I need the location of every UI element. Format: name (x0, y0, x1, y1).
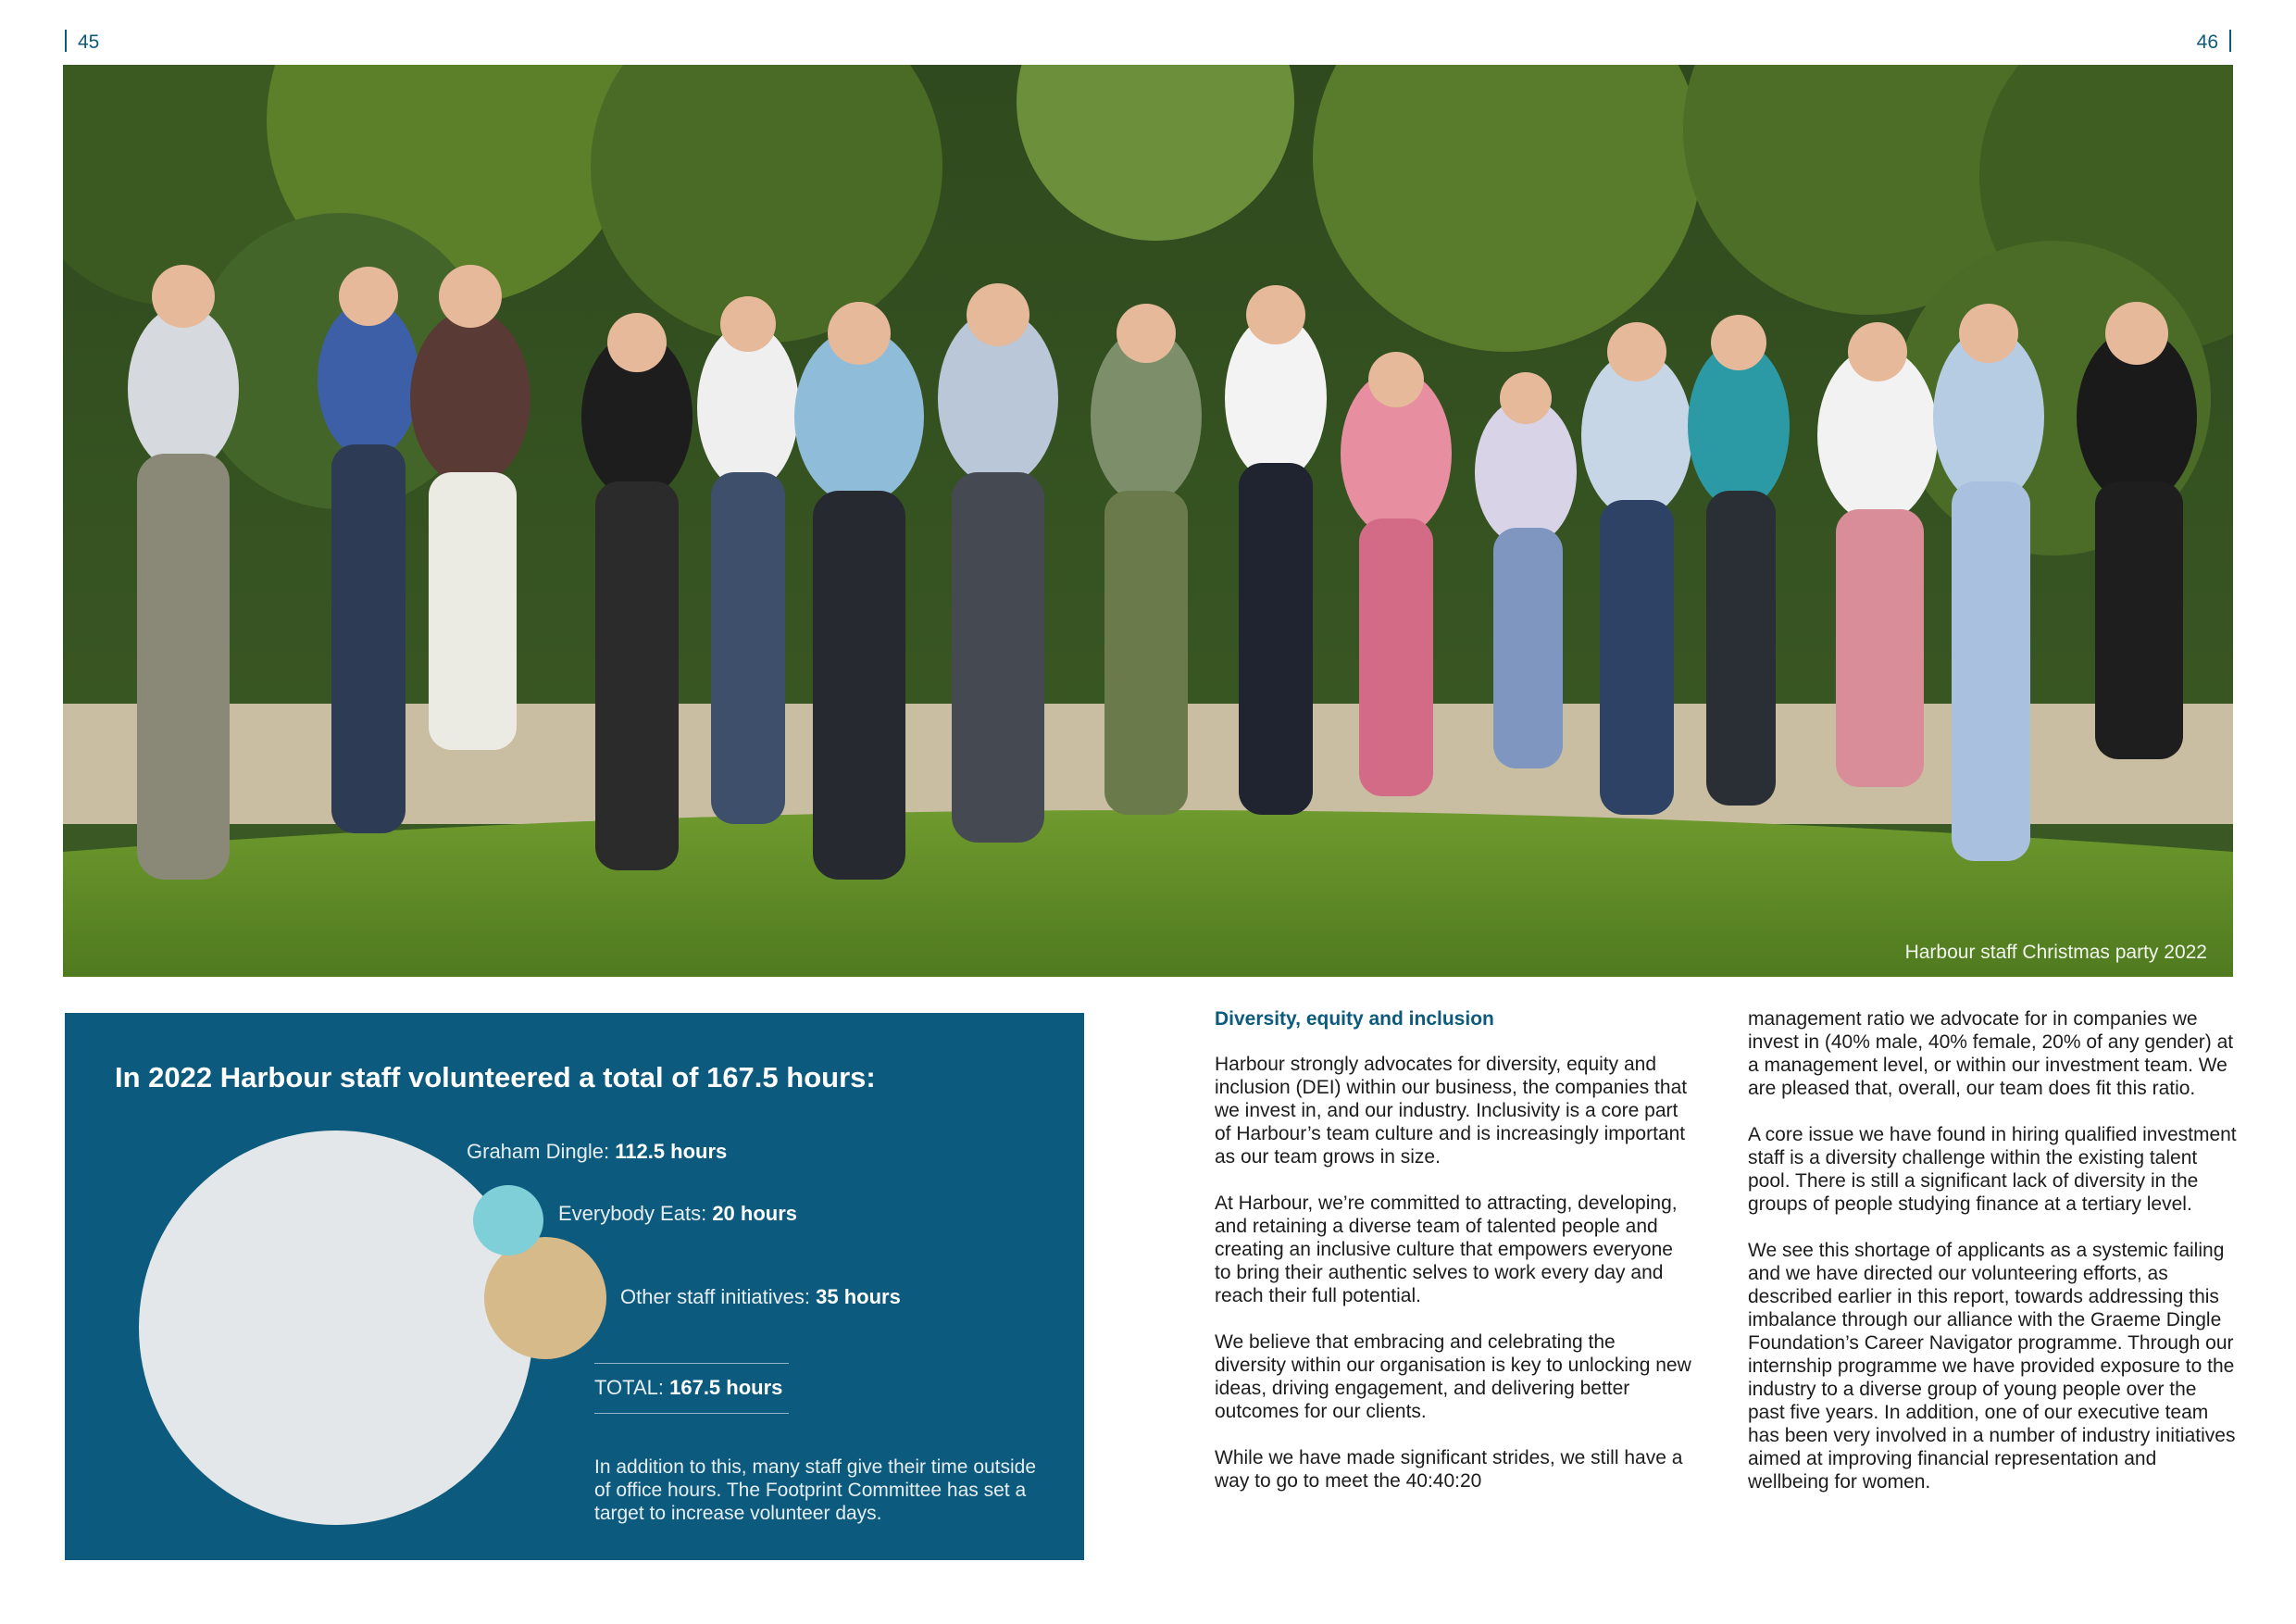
label-graham-dingle-value: 112.5 hours (615, 1140, 728, 1163)
page-number-bar (2229, 30, 2231, 52)
article-heading: Diversity, equity and inclusion (1215, 1008, 1494, 1030)
article-paragraph: management ratio we advocate for in companies we invest in (40% male, 40% female, 20% of any gender) at a management level, or within our investment team. We are pleased that, overall, our team does fit this ratio. (1748, 1008, 2234, 1099)
article-column-2 (1748, 1007, 2237, 1517)
article-paragraph: While we have made significant strides, we still have a way to go to meet the 40:40:20 (1215, 1447, 1683, 1492)
volunteer-hours-panel (65, 1013, 1084, 1560)
photo-caption: Harbour staff Christmas party 2022 (1904, 942, 2207, 963)
label-total-value: 167.5 hours (669, 1376, 783, 1399)
panel-title: In 2022 Harbour staff volunteered a total of 167.5 hours: (115, 1061, 876, 1093)
label-total-name: TOTAL: (594, 1376, 664, 1399)
article-paragraph: At Harbour, we’re committed to attracting, developing, and retaining a diverse team of talented people and creating an inclusive culture that empowers everyone to bring their authentic selves to work every day and reach their full potential. (1215, 1193, 1678, 1306)
label-graham-dingle-name: Graham Dingle: (467, 1140, 610, 1163)
article-paragraph: We see this shortage of applicants as a systemic failing and we have directed our volunteering efforts, as described earlier in this report, towards addressing this imbalance through our alliance with the Graeme Dingle Foundation’s Career Navigator programme. Through our internship programme we have provided exposure to the industry to a diverse group of young people over the past five years. In addition, one of our executive team has been very involved in a number of industry initiatives aimed at improving financial representation and wellbeing for women. (1748, 1240, 2236, 1493)
page-number-bar (65, 30, 67, 52)
volunteer-note: In addition to this, many staff give their time outside of office hours. The Footprint Committee has set a target to increase volunteer days. (594, 1456, 1037, 1524)
label-total (594, 1376, 782, 1400)
staff-group-photo (63, 65, 2233, 977)
label-everybody-eats (558, 1202, 797, 1226)
label-other-initiatives (620, 1285, 901, 1309)
article-paragraph: A core issue we have found in hiring qualified investment staff is a diversity challenge within the existing talent pool. There is still a significant lack of diversity in the groups of people studying finance at a tertiary level. (1748, 1124, 2237, 1215)
label-everybody-eats-value: 20 hours (712, 1202, 798, 1225)
article-paragraph: We believe that embracing and celebrating the diversity within our organisation is key to unlocking new ideas, driving engagement, and delivering better outcomes for our clients. (1215, 1331, 1691, 1422)
bubble-other-initiatives (484, 1237, 606, 1359)
label-everybody-eats-name: Everybody Eats: (558, 1202, 707, 1225)
article-column-1 (1215, 1007, 1691, 1516)
page-number-left-text: 45 (78, 31, 100, 53)
page-number-right-text: 46 (2196, 31, 2218, 53)
page-number-left (65, 30, 99, 54)
label-graham-dingle (467, 1140, 727, 1164)
article-paragraph: Harbour strongly advocates for diversity, equity and inclusion (DEI) within our business, the companies that we invest in, and our industry. Inclusivity is a core part of Harbour’s team culture and is increasingly important as our team grows in size. (1215, 1054, 1688, 1168)
bubble-graham-dingle (139, 1131, 533, 1525)
total-divider-bottom (594, 1413, 789, 1414)
label-other-initiatives-value: 35 hours (816, 1285, 901, 1308)
bubble-everybody-eats (473, 1185, 543, 1255)
label-other-initiatives-name: Other staff initiatives: (620, 1285, 811, 1308)
page-number-right (2197, 30, 2231, 54)
photo-illustration (63, 65, 2233, 977)
total-divider-top (594, 1363, 789, 1364)
